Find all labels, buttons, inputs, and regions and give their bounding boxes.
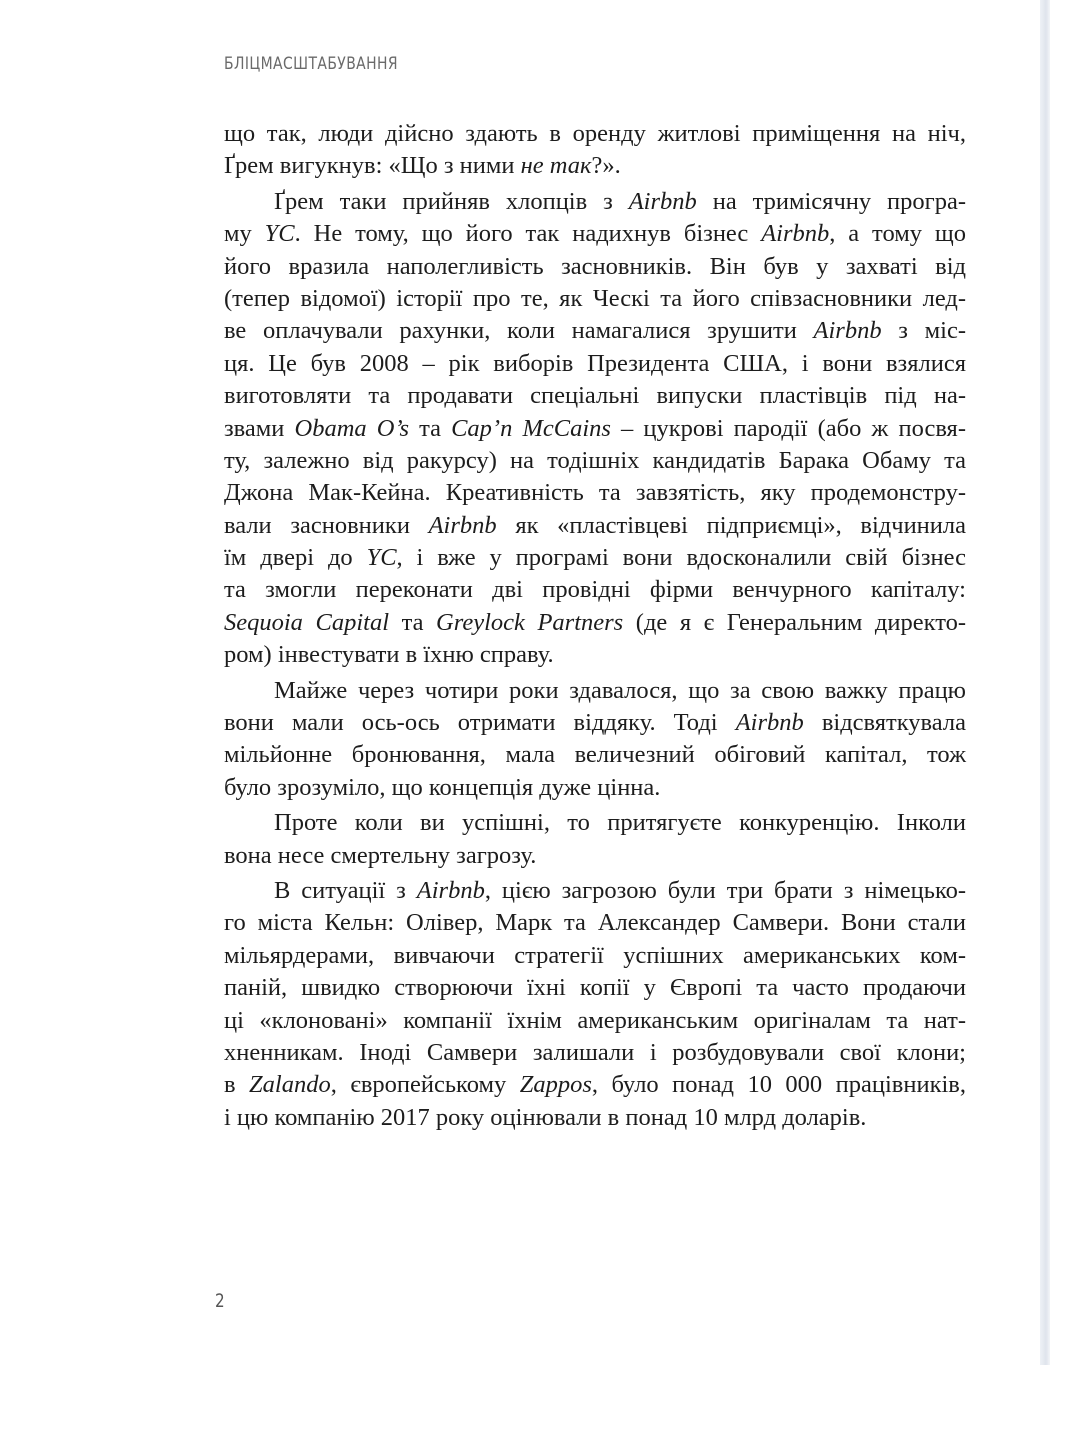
text-line: му YC. Не тому, що його так надихнув бізнес Airbnb, а тому що	[224, 220, 966, 248]
text-line: ве оплачували рахунки, коли намагалися зрушити Airbnb з міс-	[224, 317, 966, 345]
italic-term: Zappos	[519, 1071, 592, 1099]
text-line: вона несе смертельну загрозу.	[224, 841, 537, 869]
running-head: БЛІЦМАСШТАБУВАННЯ	[224, 54, 399, 74]
paragraph	[224, 186, 966, 672]
text-line: ці «клоновані» компанії їхнім американським оригіналам та нат-	[224, 1006, 966, 1034]
text-line: го міста Кельн: Олівер, Марк та Александер Самвери. Вони стали	[224, 909, 966, 937]
text-line: звами Obama O’s та Cap’n McCains – цукрові пародії (або ж посвя-	[224, 414, 966, 442]
text-line: вони мали ось-ось отримати віддяку. Тоді Airbnb відсвяткувала	[224, 709, 966, 737]
text-line: ром) інвестувати в їхню справу.	[224, 641, 554, 669]
text-line: хненникам. Іноді Самвери залишали і розбудовували свої клони;	[224, 1038, 966, 1066]
paragraph	[224, 807, 966, 872]
text-line: виготовляти та продавати спеціальні випуски пластівців під на-	[224, 382, 966, 410]
text-line: мільярдерами, вивчаючи стратегії успішних американських ком-	[224, 941, 966, 969]
text-line: Джона Мак-Кейна. Креативність та завзятість, яку продемонстру-	[224, 479, 966, 507]
page-edge	[1040, 0, 1050, 1365]
text-line: було зрозуміло, що концепція дуже цінна.	[224, 773, 661, 801]
italic-term: Airbnb	[761, 220, 830, 248]
text-line: мільйонне бронювання, мала величезний обіговий капітал, тож	[224, 741, 966, 769]
italic-term: Obama O’s	[294, 414, 409, 442]
text-line: та змогли переконати дві провідні фірми венчурного капіталу:	[224, 576, 966, 604]
text-line: його вразила наполегливість засновників. Він був у захваті від	[224, 252, 966, 280]
text-line: паній, швидко створюючи їхні копії у Європі та часто продаючи	[224, 974, 966, 1002]
paragraph	[224, 675, 966, 805]
text-line: їм двері до YC, і вже у програмі вони вдосконалили свій бізнес	[224, 544, 966, 572]
text-line: Ґрем таки прийняв хлопців з Airbnb на тримісячну програ-	[274, 187, 966, 215]
italic-term: Airbnb	[628, 187, 697, 215]
text-line: і цю компанію 2017 року оцінювали в понад 10 млрд доларів.	[224, 1103, 867, 1131]
text-line: ту, залежно від ракурсу) на тодішніх кандидатів Барака Обаму та	[224, 446, 966, 474]
text-line: що так, люди дійсно здають в оренду житлові приміщення на ніч,	[224, 120, 966, 147]
italic-term: Airbnb	[428, 511, 497, 539]
paragraph	[224, 118, 966, 183]
italic-term: Greylock Partners	[436, 608, 624, 636]
italic-term: Zalando	[249, 1071, 331, 1099]
text-line: Sequoia Capital та Greylock Partners (де я є Генеральним директо-	[224, 608, 967, 636]
paragraph	[224, 875, 966, 1134]
italic-term: Airbnb	[813, 317, 882, 345]
body-text	[224, 118, 966, 1134]
text-line: Проте коли ви успішні, то притягуєте конкуренцію. Інколи	[274, 809, 966, 837]
text-line: Майже через чотири роки здавалося, що за свою важку працю	[274, 676, 966, 704]
text-line: ця. Це був 2008 – рік виборів Президента США, і вони взялися	[224, 349, 966, 377]
italic-term: Airbnb	[735, 709, 804, 737]
italic-term: Airbnb	[416, 876, 485, 904]
text-line: (тепер відомої) історії про те, як Ческі та його співзасновники лед-	[224, 284, 966, 312]
text-line: В ситуації з Airbnb, цією загрозою були три брати з німецько-	[274, 876, 967, 904]
text-line: в Zalando, європейському Zappos, було понад 10 000 працівників,	[224, 1071, 966, 1099]
text-line: Ґрем вигукнув: «Що з ними не так?».	[224, 152, 621, 180]
text-line: вали засновники Airbnb як «пластівцеві підприємці», відчинила	[224, 511, 967, 539]
italic-term: Cap’n McCains	[451, 414, 611, 442]
italic-term: Sequoia Capital	[224, 608, 390, 636]
page-number: 2	[215, 1290, 225, 1312]
italic-term: не так	[520, 152, 592, 180]
italic-term: YC	[264, 220, 295, 248]
italic-term: YC	[366, 544, 397, 572]
